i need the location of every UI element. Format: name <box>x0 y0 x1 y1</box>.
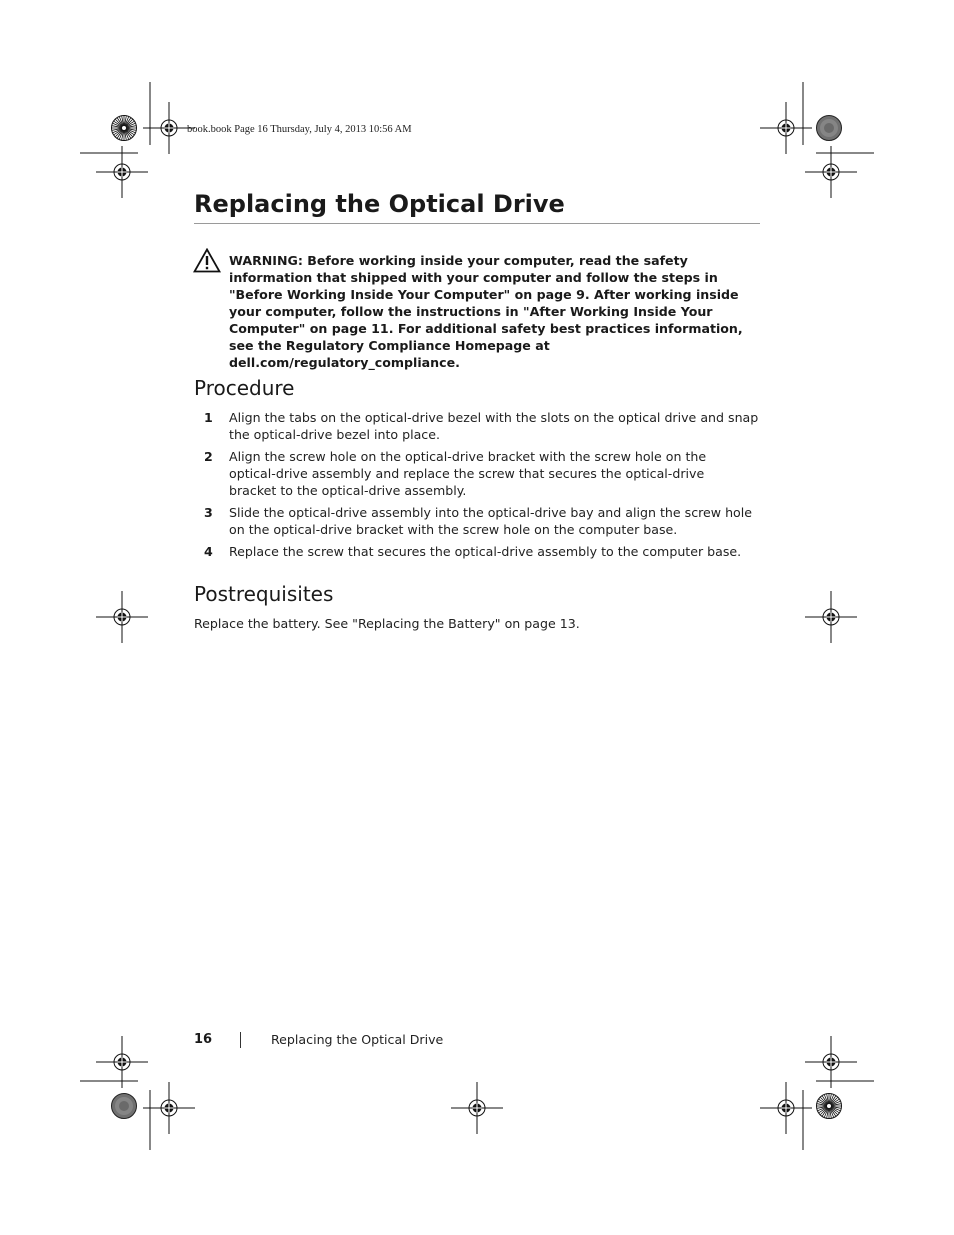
footer-section-title: Replacing the Optical Drive <box>271 1032 444 1047</box>
step-text: Align the tabs on the optical-drive bezel with the slots on the optical drive and snap the optical-drive bezel into place. <box>229 410 759 442</box>
footer-page-number: 16 <box>194 1032 213 1047</box>
step-text: Replace the screw that secures the optical-drive assembly to the computer base. <box>229 544 742 559</box>
step-text: Slide the optical-drive assembly into the optical-drive bay and align the screw hole on the optical-drive bracket with the screw hole on the computer base. <box>229 505 753 537</box>
step-text: Align the screw hole on the optical-drive bracket with the screw hole on the optical-drive assembly and replace the screw that secures the optical-drive bracket to the optical-drive assembly. <box>229 449 707 498</box>
postrequisites-text: Replace the battery. See "Replacing the Battery" on page 13. <box>194 616 580 631</box>
step-number: 4 <box>204 544 213 559</box>
procedure-heading: Procedure <box>194 376 295 400</box>
title-rule <box>194 223 760 224</box>
print-slug-line: book.book Page 16 Thursday, July 4, 2013 10:56 AM <box>187 124 412 135</box>
warning-triangle-icon <box>193 248 221 273</box>
step-number: 3 <box>204 505 213 520</box>
page-title: Replacing the Optical Drive <box>194 190 565 218</box>
warning-text: WARNING: Before working inside your computer, read the safety information that shipped with your computer and follow the steps in "Before Working Inside Your Computer" on page 9. After working inside your computer, follow the instructions in "After Working Inside Your Computer" on page 11. For additional safety best practices information, see the Regulatory Compliance Homepage at dell.com/regulatory_compliance. <box>229 253 743 370</box>
postrequisites-heading: Postrequisites <box>194 582 334 606</box>
step-number: 2 <box>204 449 213 464</box>
step-number: 1 <box>204 410 213 425</box>
footer-separator <box>240 1032 241 1048</box>
